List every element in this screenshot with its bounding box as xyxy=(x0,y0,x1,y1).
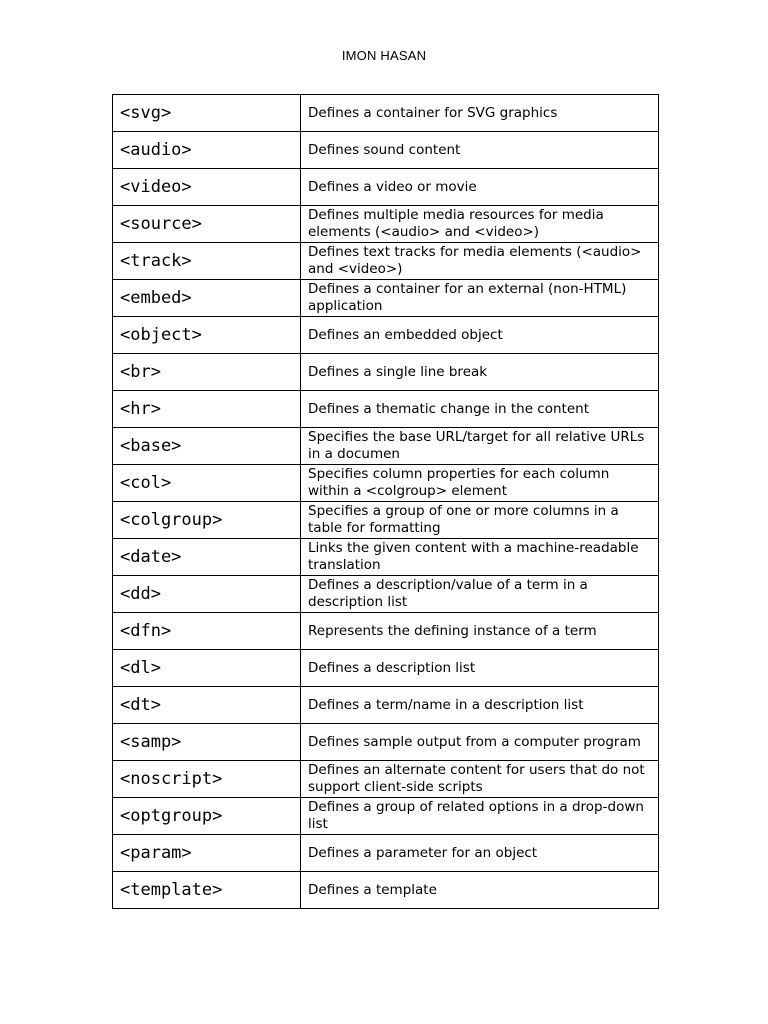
tag-cell: <svg> xyxy=(113,95,301,132)
tag-cell: <dfn> xyxy=(113,613,301,650)
tag-cell: <samp> xyxy=(113,724,301,761)
tag-cell: <embed> xyxy=(113,280,301,317)
description-cell: Defines an embedded object xyxy=(301,317,659,354)
description-cell: Defines a video or movie xyxy=(301,169,659,206)
tag-cell: <colgroup> xyxy=(113,502,301,539)
description-cell: Defines a term/name in a description list xyxy=(301,687,659,724)
table-row xyxy=(113,650,659,687)
tag-cell: <optgroup> xyxy=(113,798,301,835)
table-row xyxy=(113,132,659,169)
table-row xyxy=(113,428,659,465)
tag-cell: <template> xyxy=(113,872,301,909)
tag-cell: <dt> xyxy=(113,687,301,724)
description-cell: Specifies column properties for each column within a <colgroup> element xyxy=(301,465,659,502)
table-row xyxy=(113,465,659,502)
description-cell: Defines a template xyxy=(301,872,659,909)
html-tags-table xyxy=(112,94,659,909)
description-cell: Defines a parameter for an object xyxy=(301,835,659,872)
description-cell: Links the given content with a machine-readable translation xyxy=(301,539,659,576)
tag-cell: <hr> xyxy=(113,391,301,428)
table-row xyxy=(113,280,659,317)
table-row xyxy=(113,502,659,539)
table-row xyxy=(113,576,659,613)
description-cell: Defines a group of related options in a drop-down list xyxy=(301,798,659,835)
table-body xyxy=(113,95,659,909)
tag-cell: <track> xyxy=(113,243,301,280)
tag-cell: <video> xyxy=(113,169,301,206)
tag-cell: <col> xyxy=(113,465,301,502)
description-cell: Defines text tracks for media elements (<audio> and <video>) xyxy=(301,243,659,280)
description-cell: Defines a description list xyxy=(301,650,659,687)
table-row xyxy=(113,169,659,206)
description-cell: Defines a thematic change in the content xyxy=(301,391,659,428)
tag-cell: <object> xyxy=(113,317,301,354)
description-cell: Defines sound content xyxy=(301,132,659,169)
tag-cell: <audio> xyxy=(113,132,301,169)
tag-cell: <date> xyxy=(113,539,301,576)
tag-cell: <dl> xyxy=(113,650,301,687)
description-cell: Defines an alternate content for users that do not support client-side scripts xyxy=(301,761,659,798)
table-row xyxy=(113,354,659,391)
table-row xyxy=(113,724,659,761)
table-row xyxy=(113,243,659,280)
tag-cell: <dd> xyxy=(113,576,301,613)
tag-cell: <param> xyxy=(113,835,301,872)
table-row xyxy=(113,761,659,798)
description-cell: Defines multiple media resources for media elements (<audio> and <video>) xyxy=(301,206,659,243)
table-row xyxy=(113,687,659,724)
tag-cell: <br> xyxy=(113,354,301,391)
description-cell: Defines a container for SVG graphics xyxy=(301,95,659,132)
tag-cell: <base> xyxy=(113,428,301,465)
description-cell: Defines sample output from a computer program xyxy=(301,724,659,761)
table-row xyxy=(113,317,659,354)
description-cell: Defines a container for an external (non-HTML) application xyxy=(301,280,659,317)
table-row xyxy=(113,613,659,650)
description-cell: Specifies the base URL/target for all relative URLs in a documen xyxy=(301,428,659,465)
table-row xyxy=(113,95,659,132)
description-cell: Specifies a group of one or more columns in a table for formatting xyxy=(301,502,659,539)
table-row xyxy=(113,798,659,835)
table-row xyxy=(113,835,659,872)
tag-cell: <source> xyxy=(113,206,301,243)
tag-cell: <noscript> xyxy=(113,761,301,798)
table-row xyxy=(113,539,659,576)
description-cell: Defines a description/value of a term in a description list xyxy=(301,576,659,613)
page-header-author: IMON HASAN xyxy=(341,48,427,63)
description-cell: Represents the defining instance of a term xyxy=(301,613,659,650)
table-row xyxy=(113,206,659,243)
table-row xyxy=(113,872,659,909)
description-cell: Defines a single line break xyxy=(301,354,659,391)
table-row xyxy=(113,391,659,428)
